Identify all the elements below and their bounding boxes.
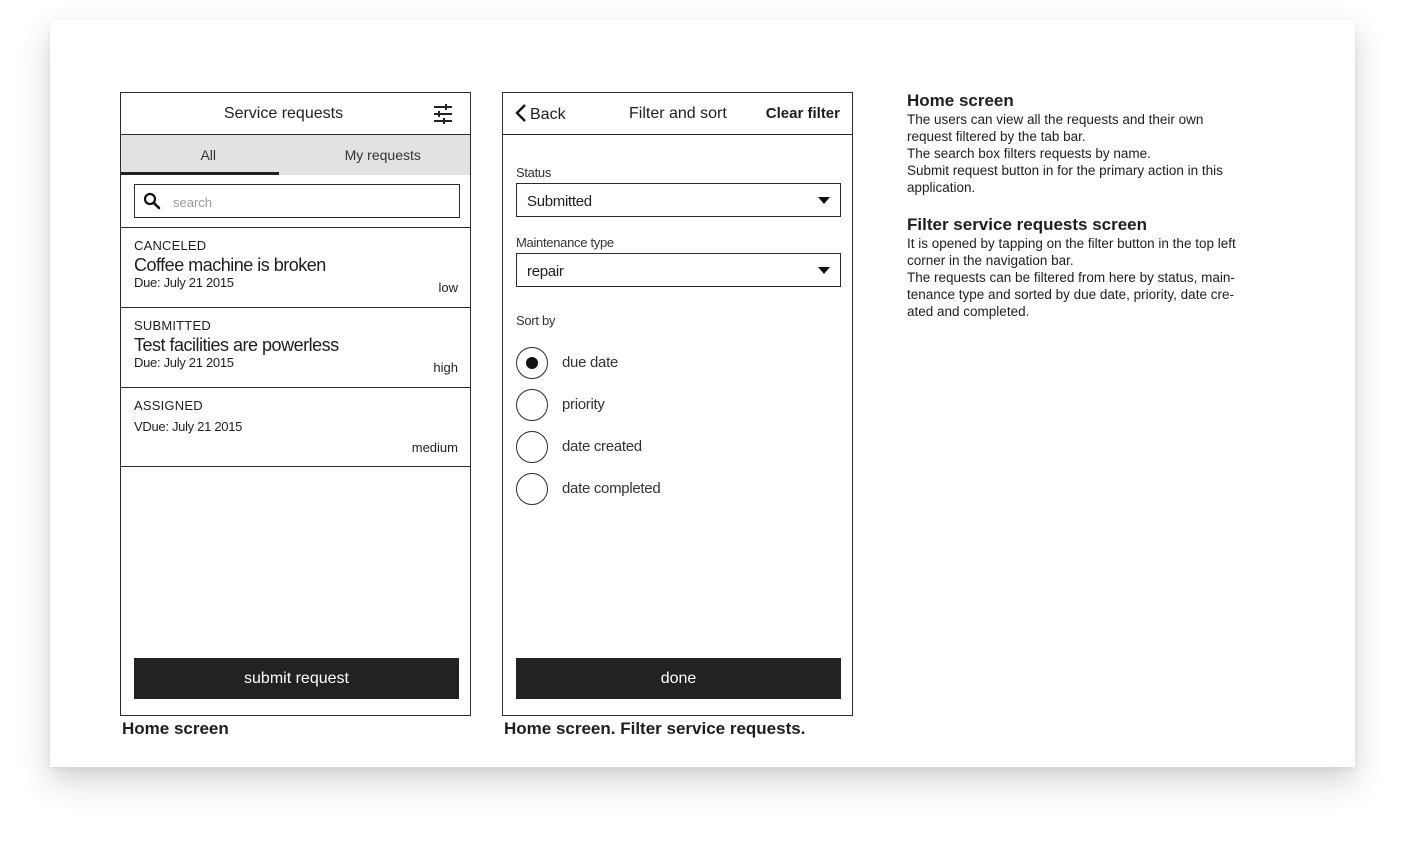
note-line: application. <box>907 180 976 195</box>
search-icon <box>143 192 161 210</box>
status-value: Submitted <box>527 193 592 210</box>
home-screen-frame <box>120 92 471 716</box>
search-input[interactable] <box>134 184 460 218</box>
back-label: Back <box>530 106 566 123</box>
radio-selected-dot <box>526 357 538 369</box>
sort-option-label: date completed <box>562 480 661 497</box>
request-list <box>121 227 470 467</box>
request-priority: medium <box>411 440 458 455</box>
request-due-date: Due: July 21 2015 <box>134 275 234 290</box>
note-line: The search box filters requests by name. <box>907 146 1151 161</box>
request-status: SUBMITTED <box>134 318 211 333</box>
request-item[interactable] <box>121 307 470 387</box>
request-item[interactable] <box>121 387 470 467</box>
note-heading: Filter service requests screen <box>907 215 1148 234</box>
tab-my-requests[interactable]: My requests <box>344 147 421 163</box>
done-button[interactable]: done <box>516 658 841 699</box>
request-priority: high <box>433 360 458 375</box>
note-line: Submit request button in for the primary action in this <box>907 163 1223 178</box>
note-line: The users can view all the requests and their own <box>907 112 1204 127</box>
radio-button <box>516 347 548 379</box>
filter-settings-icon[interactable] <box>432 103 454 125</box>
sort-option-label: priority <box>562 396 605 413</box>
request-priority: low <box>438 280 458 295</box>
maintenance-type-select[interactable] <box>516 253 841 287</box>
note-line: request filtered by the tab bar. <box>907 129 1086 144</box>
note-filter-screen <box>907 215 1267 320</box>
note-line: The requests can be filtered from here by status, main- <box>907 270 1235 285</box>
note-line: tenance type and sorted by due date, priority, date cre- <box>907 287 1234 302</box>
submit-request-button[interactable]: submit request <box>134 658 459 699</box>
radio-button <box>516 431 548 463</box>
request-status: ASSIGNED <box>134 398 203 413</box>
sort-option-label: due date <box>562 354 618 371</box>
sort-option-date-completed[interactable] <box>516 473 776 505</box>
sort-option-due-date[interactable] <box>516 347 776 379</box>
caret-down-icon <box>818 267 830 274</box>
search-placeholder: search <box>173 195 213 210</box>
chevron-left-icon <box>515 104 527 122</box>
active-tab-indicator <box>121 172 279 175</box>
tab-all[interactable]: All <box>200 147 217 163</box>
filter-screen-frame <box>502 92 853 716</box>
filter-navbar <box>503 93 852 135</box>
caret-down-icon <box>818 197 830 204</box>
note-line: ated and completed. <box>907 304 1030 319</box>
status-select[interactable] <box>516 183 841 217</box>
filter-title: Filter and sort <box>629 105 727 122</box>
maintenance-type-label: Maintenance type <box>516 235 614 250</box>
wireframe-sheet <box>50 20 1355 767</box>
note-line: It is opened by tapping on the filter button in the top left <box>907 236 1236 251</box>
request-item[interactable] <box>121 227 470 307</box>
sort-by-label: Sort by <box>516 313 556 328</box>
sort-option-label: date created <box>562 438 642 455</box>
status-label: Status <box>516 165 552 180</box>
request-status: CANCELED <box>134 238 207 253</box>
sort-option-date-created[interactable] <box>516 431 776 463</box>
back-button[interactable] <box>515 104 566 124</box>
home-screen-caption: Home screen <box>122 719 229 738</box>
radio-button <box>516 473 548 505</box>
home-navbar <box>121 93 470 135</box>
request-due-date: Due: July 21 2015 <box>134 355 234 370</box>
radio-button <box>516 389 548 421</box>
note-line: corner in the navigation bar. <box>907 253 1074 268</box>
note-heading: Home screen <box>907 91 1014 110</box>
tab-bar <box>121 135 470 175</box>
sort-option-priority[interactable] <box>516 389 776 421</box>
maintenance-type-value: repair <box>527 263 564 280</box>
request-due-date: VDue: July 21 2015 <box>134 419 243 434</box>
home-title: Service requests <box>223 105 344 122</box>
request-title: Coffee machine is broken <box>134 255 326 275</box>
request-title: Test facilities are powerless <box>134 335 339 355</box>
clear-filter-button[interactable]: Clear filter <box>765 105 840 122</box>
filter-screen-caption: Home screen. Filter service requests. <box>504 719 806 738</box>
annotation-notes <box>907 91 1267 320</box>
note-home-screen <box>907 91 1267 196</box>
